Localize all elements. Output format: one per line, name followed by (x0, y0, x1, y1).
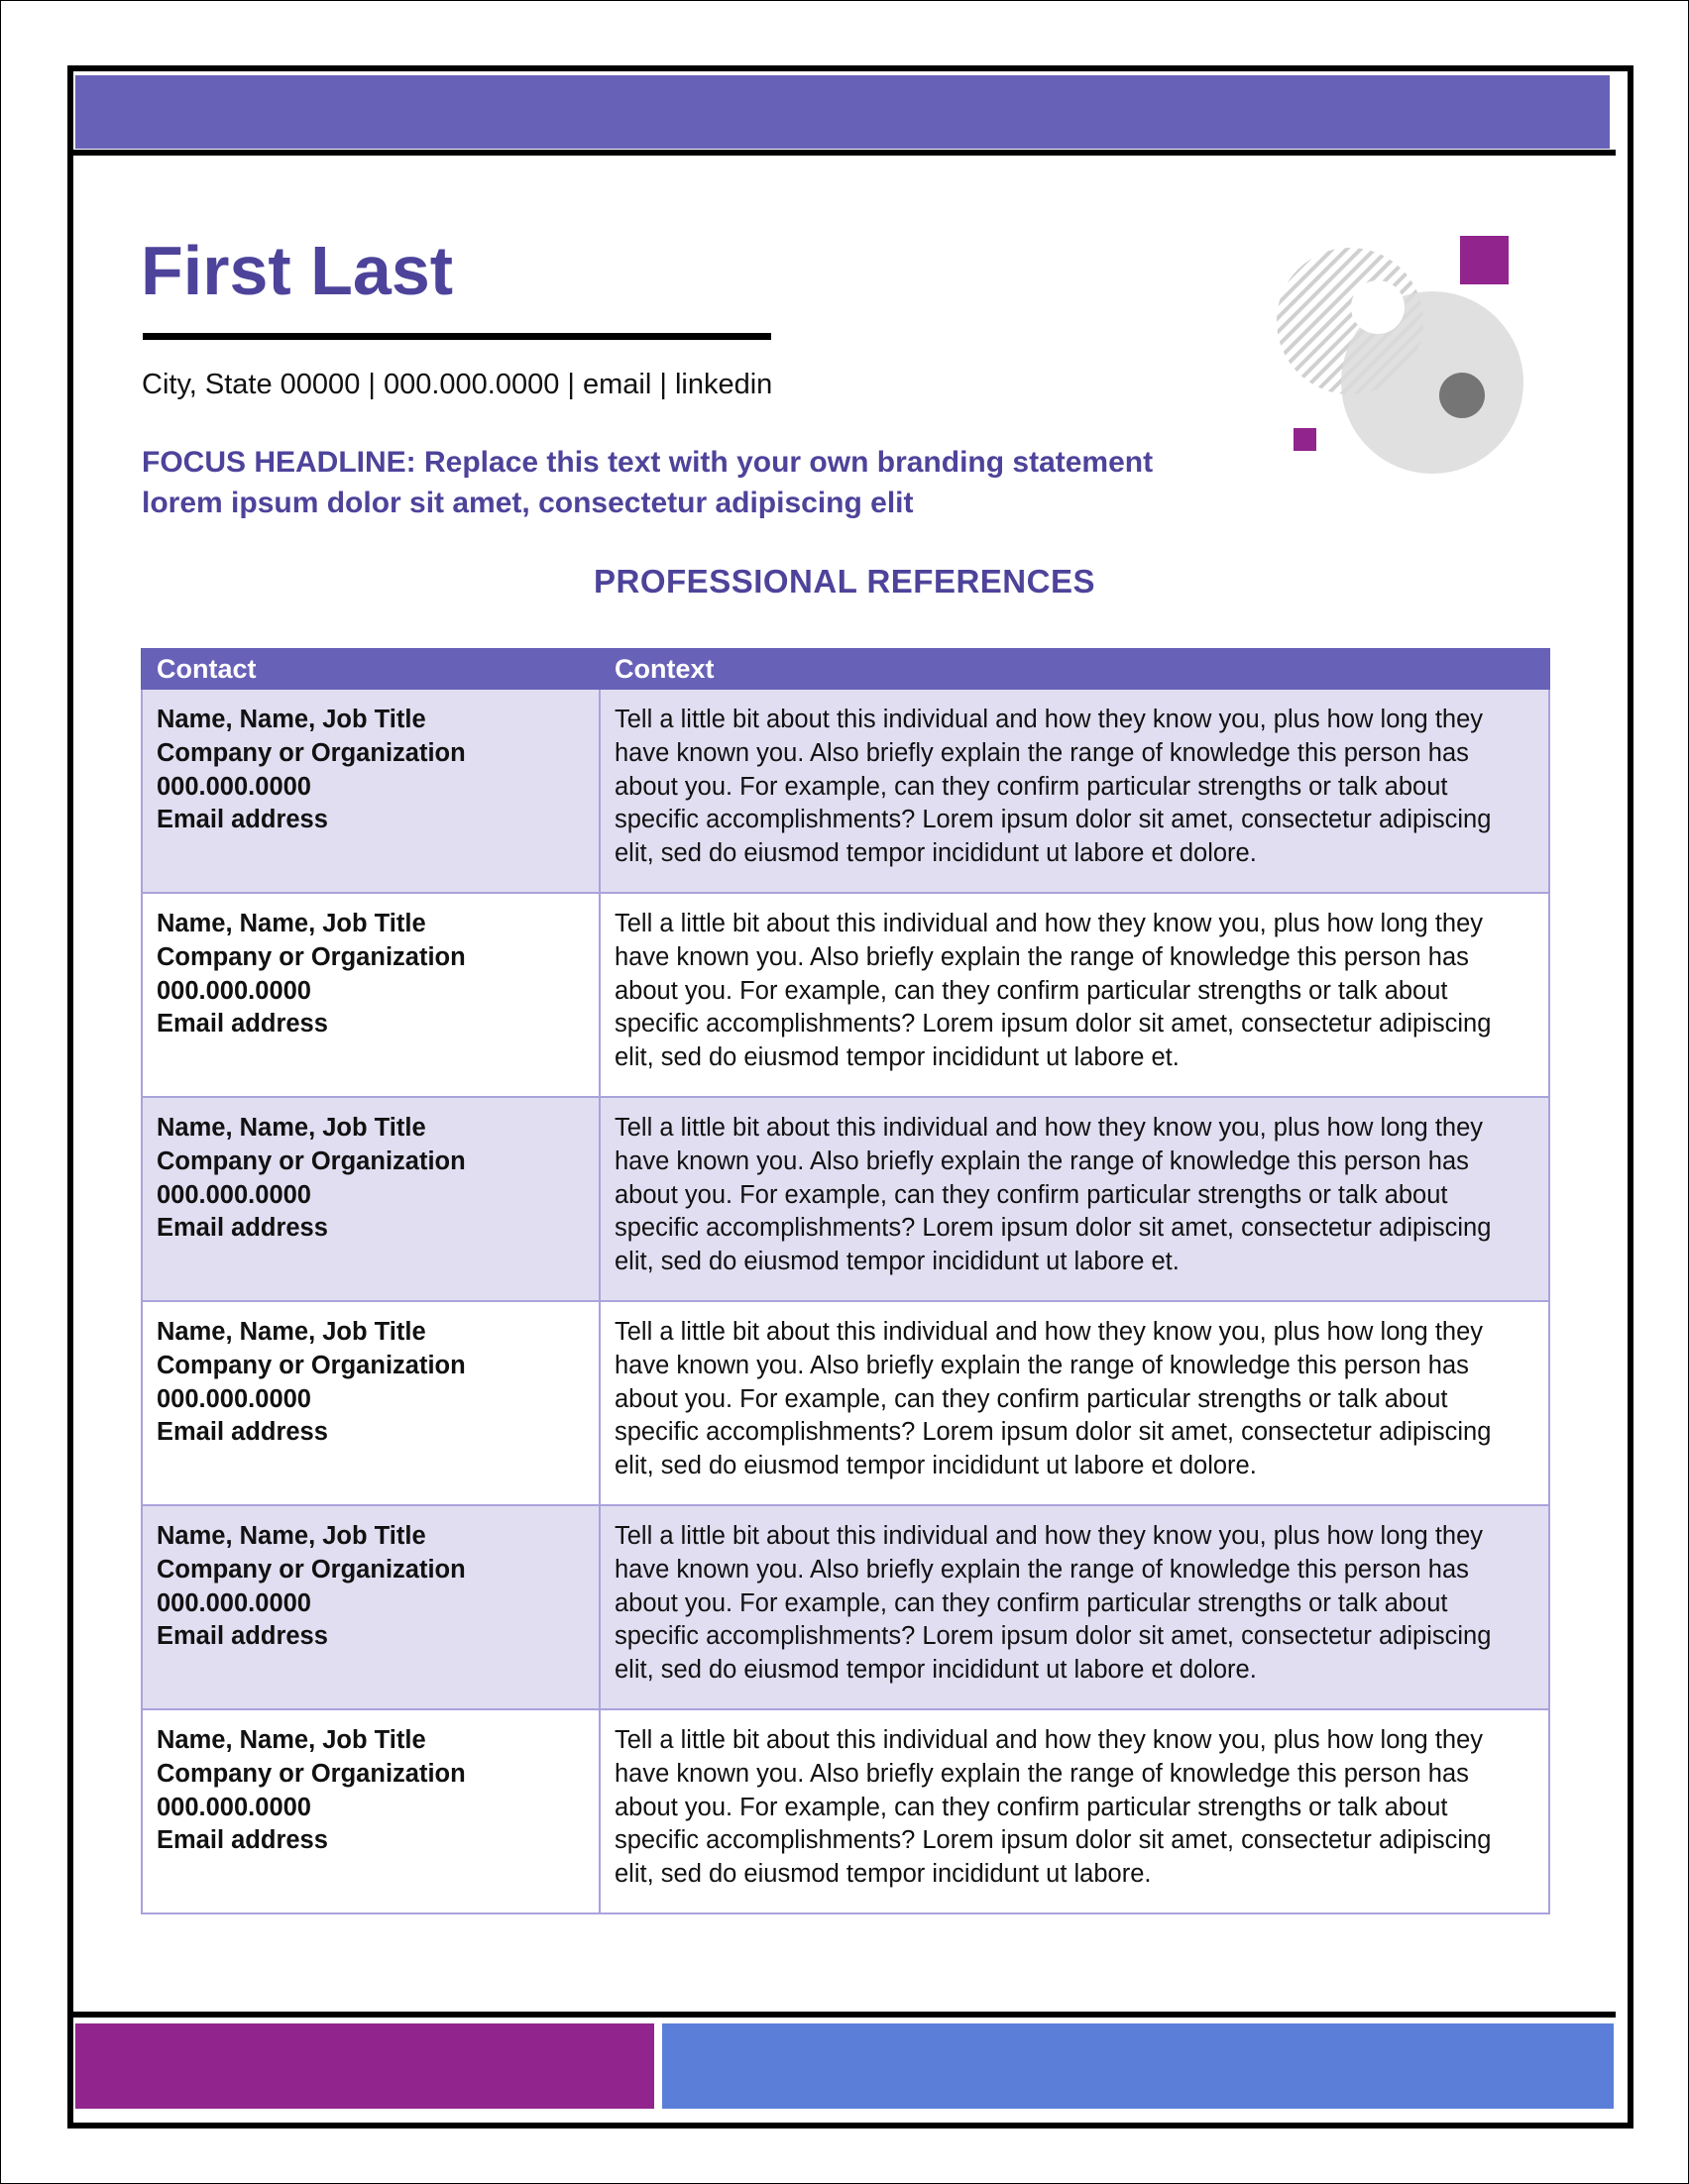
table-header-row (142, 649, 1549, 689)
table-row (142, 1505, 1549, 1709)
contact-cell (142, 893, 600, 1097)
reference-company: Company or Organization (157, 1759, 466, 1788)
context-cell: Tell a little bit about this individual and how they know you, plus how long they have known you. Also briefly explain the range of knowledge this person has about you. For example, can they confirm particular strengths or talk about specific accomplishments? Lorem ipsum dolor sit amet, consectetur adipiscing elit, sed do eiusmod tempor incididunt ut labore et dolore. (600, 1505, 1549, 1709)
table-row (142, 1709, 1549, 1913)
reference-company: Company or Organization (157, 1351, 466, 1379)
candidate-name: First Last (141, 232, 454, 309)
contact-cell (142, 689, 600, 893)
bottom-accent-bar-blue (662, 2023, 1614, 2109)
table-row (142, 1301, 1549, 1505)
focus-headline (142, 442, 1212, 523)
reference-phone: 000.000.0000 (157, 772, 311, 801)
context-cell: Tell a little bit about this individual and how they know you, plus how long they have known you. Also briefly explain the range of knowledge this person has about you. For example, can they confirm particular strengths or talk about specific accomplishments? Lorem ipsum dolor sit amet, consectetur adipiscing elit, sed do eiusmod tempor incididunt ut labore et dolore. (600, 689, 1549, 893)
reference-phone: 000.000.0000 (157, 1588, 311, 1617)
top-accent-bar (75, 75, 1610, 149)
contact-cell (142, 1505, 600, 1709)
white-circle (1351, 280, 1405, 334)
reference-phone: 000.000.0000 (157, 976, 311, 1005)
reference-phone: 000.000.0000 (157, 1793, 311, 1821)
reference-company: Company or Organization (157, 1555, 466, 1583)
purple-square-small (1294, 428, 1316, 451)
reference-name: Name, Name, Job Title (157, 910, 426, 937)
reference-company: Company or Organization (157, 738, 466, 767)
contact-line: City, State 00000 | 000.000.0000 | email | linkedin (142, 369, 773, 400)
reference-company: Company or Organization (157, 1147, 466, 1175)
reference-email: Email address (157, 1214, 328, 1243)
contact-cell (142, 1709, 600, 1913)
reference-phone: 000.000.0000 (157, 1180, 311, 1209)
table-row (142, 893, 1549, 1097)
reference-name: Name, Name, Job Title (157, 1114, 426, 1142)
reference-name: Name, Name, Job Title (157, 1318, 426, 1346)
reference-name: Name, Name, Job Title (157, 1726, 426, 1754)
contact-cell (142, 1301, 600, 1505)
references-table (141, 648, 1550, 1914)
context-cell: Tell a little bit about this individual and how they know you, plus how long they have known you. Also briefly explain the range of knowledge this person has about you. For example, can they confirm particular strengths or talk about specific accomplishments? Lorem ipsum dolor sit amet, consectetur adipiscing elit, sed do eiusmod tempor incididunt ut labore. (600, 1709, 1549, 1913)
reference-email: Email address (157, 1418, 328, 1447)
section-title: PROFESSIONAL REFERENCES (594, 563, 1095, 600)
reference-email: Email address (157, 1622, 328, 1651)
name-underline (143, 333, 771, 340)
context-cell: Tell a little bit about this individual and how they know you, plus how long they have known you. Also briefly explain the range of knowledge this person has about you. For example, can they confirm particular strengths or talk about specific accomplishments? Lorem ipsum dolor sit amet, consectetur adipiscing elit, sed do eiusmod tempor incididunt ut labore et dolore. (600, 1301, 1549, 1505)
bottom-accent-bar-magenta (75, 2023, 654, 2109)
top-divider (73, 150, 1616, 156)
decorative-circles-graphic (1259, 222, 1526, 490)
bottom-divider (73, 2012, 1616, 2018)
context-cell: Tell a little bit about this individual and how they know you, plus how long they have known you. Also briefly explain the range of knowledge this person has about you. For example, can they confirm particular strengths or talk about specific accomplishments? Lorem ipsum dolor sit amet, consectetur adipiscing elit, sed do eiusmod tempor incididunt ut labore et. (600, 1097, 1549, 1301)
table-row (142, 689, 1549, 893)
column-header-context: Context (600, 649, 1549, 689)
headline-line-1: FOCUS HEADLINE: Replace this text with your own branding statement (142, 446, 1154, 479)
context-cell: Tell a little bit about this individual and how they know you, plus how long they have known you. Also briefly explain the range of knowledge this person has about you. For example, can they confirm particular strengths or talk about specific accomplishments? Lorem ipsum dolor sit amet, consectetur adipiscing elit, sed do eiusmod tempor incididunt ut labore et. (600, 893, 1549, 1097)
reference-email: Email address (157, 1010, 328, 1038)
reference-name: Name, Name, Job Title (157, 706, 426, 733)
table-row (142, 1097, 1549, 1301)
headline-line-2: lorem ipsum dolor sit amet, consectetur adipiscing elit (142, 487, 914, 519)
dark-gray-dot (1439, 373, 1485, 418)
reference-phone: 000.000.0000 (157, 1384, 311, 1413)
reference-company: Company or Organization (157, 942, 466, 971)
contact-cell (142, 1097, 600, 1301)
purple-square-large (1460, 236, 1509, 284)
column-header-contact: Contact (142, 649, 600, 689)
reference-email: Email address (157, 806, 328, 834)
reference-email: Email address (157, 1826, 328, 1855)
reference-name: Name, Name, Job Title (157, 1522, 426, 1550)
